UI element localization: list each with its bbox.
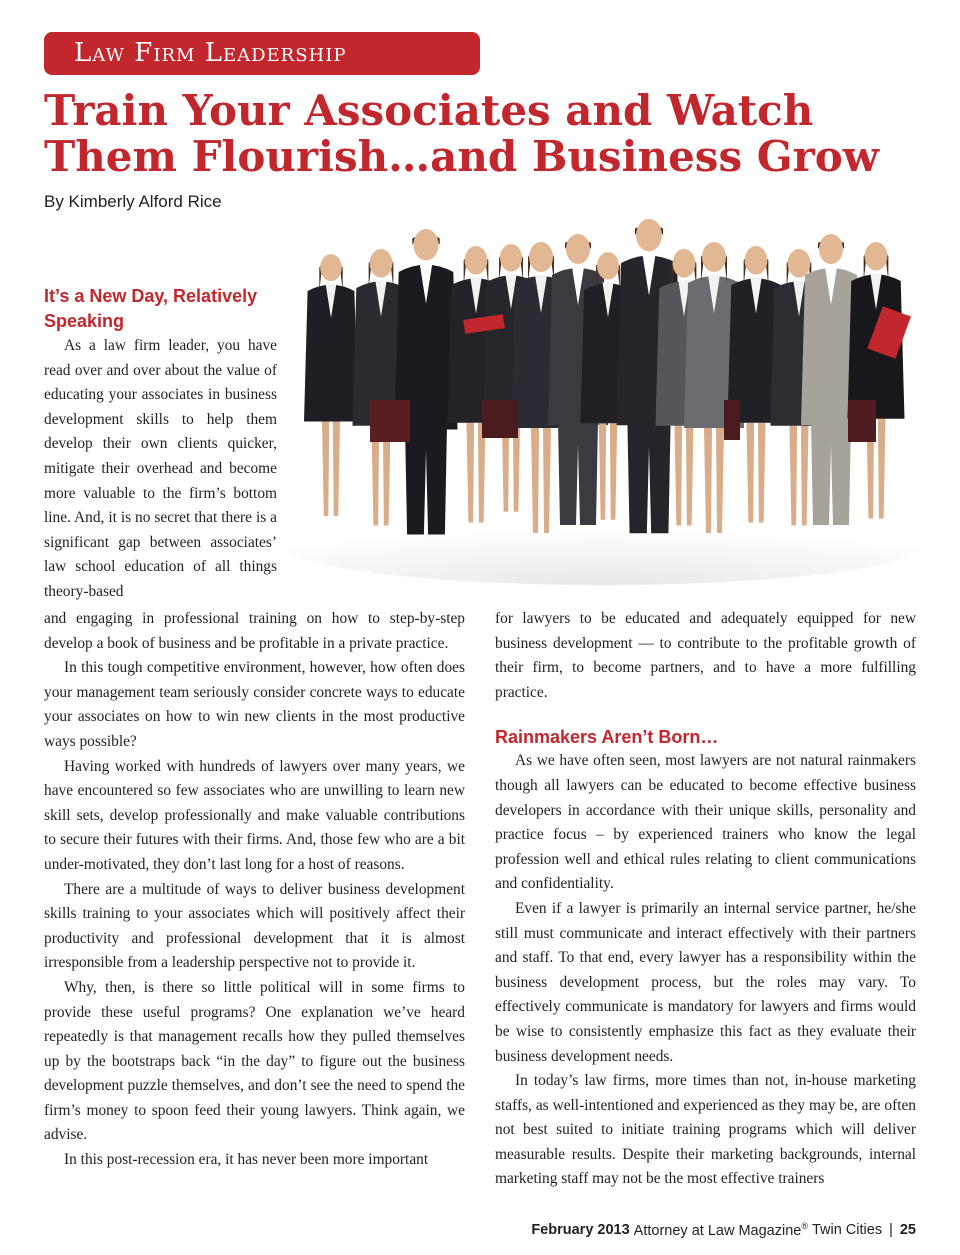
magazine-name: Attorney at Law Magazine® — [633, 1221, 808, 1239]
body-paragraph: and engaging in professional training on how to step-by-step develop a book of business and be profitable in a private practice. — [44, 610, 465, 652]
intro-block — [44, 284, 277, 605]
intro-heading: It’s a New Day, Relatively Speaking — [44, 286, 258, 331]
prop-shape — [724, 400, 740, 440]
body-paragraph: There are a multitude of ways to deliver business development skills training to your associates which will positively affect their productivity and professional development that it is almost irresponsible from a leadership perspective not to provide it. — [44, 880, 465, 972]
issue-date: February 2013 — [531, 1222, 630, 1238]
body-paragraph: Even if a lawyer is primarily an internal service partner, he/she still must communicate and interact effectively with their partners and staff. To that end, every lawyer has a responsibility within the business development process, but the roles may vary. To effectively communicate is mandatory for lawyers and firms would be wise to consistently emphasize this fact as they evaluate their business development needs. — [495, 899, 916, 1065]
byline: By Kimberly Alford Rice — [44, 192, 222, 211]
body-paragraph: In today’s law firms, more times than not, in-house marketing staffs, as well-intentioned and experienced as they may be, are often not best suited to initiate training programs which will deliver measurable results. Despite their marketing backgrounds, internal marketing staff may not be the most effective trainers — [495, 1072, 916, 1188]
section-banner: Law Firm Leadership — [44, 32, 480, 75]
body-paragraph: In this tough competitive environment, however, how often does your management team seriously consider concrete ways to educate your associates on how to win new clients in the most productive ways possible? — [44, 659, 465, 750]
magazine-city: Twin Cities — [811, 1222, 883, 1238]
body-paragraph: In this post-recession era, it has never been more important — [64, 1151, 429, 1169]
prop-shape — [482, 400, 518, 438]
article-title: Train Your Associates and Watch Them Flourish…and Business Grow — [44, 86, 879, 181]
body-paragraph: for lawyers to be educated and adequately equipped for new business development — to contribute to the profitable growth of their firm, to become partners, and to have a more fulfilling practice. — [495, 610, 916, 701]
section-heading: Rainmakers Aren’t Born… — [495, 727, 719, 748]
prop-shape — [370, 400, 410, 442]
body-paragraph: As we have often seen, most lawyers are not natural rainmakers though all lawyers can be educated to become effective business developers in accordance with their unique skills, personality and practice focus – by experienced trainers who know the legal profession well and ethical rules relating to client communications and confidentiality. — [495, 752, 916, 893]
body-paragraph: Having worked with hundreds of lawyers over many years, we have encountered so few associates who are unwilling to learn new skill sets, develop professionally and make valuable contributions to secure their futures with their firms. And, those few who are a bit under-motivated, they don’t last long for a host of reasons. — [44, 757, 465, 873]
footer-separator: | — [889, 1222, 893, 1238]
prop-shape — [848, 400, 876, 442]
body-paragraph: Why, then, is there so little political will in some firms to provide these useful programs? One explanation we’ve heard repeatedly is that management recalls how they pulled themselves up by the bootstraps back “in the day” to figure out the business development puzzle themselves, and don’t see the need to spend the firm’s money to spoon feed their young lawyers. Think again, we advise. — [44, 978, 465, 1144]
page-footer — [531, 1219, 916, 1241]
intro-paragraph: As a law firm leader, you have read over and over about the value of educating your associates in business development skills to help them develop their own clients quicker, mitigate their overhead and become more valuable to the firm’s bottom line. And, it is no secret that there is a significant gap between associates’ law school education of all things theory-based — [44, 337, 277, 600]
page-number: 25 — [899, 1222, 916, 1238]
group-of-business-professionals-photo — [286, 205, 920, 590]
left-column — [44, 607, 465, 1173]
right-column — [495, 607, 916, 1192]
